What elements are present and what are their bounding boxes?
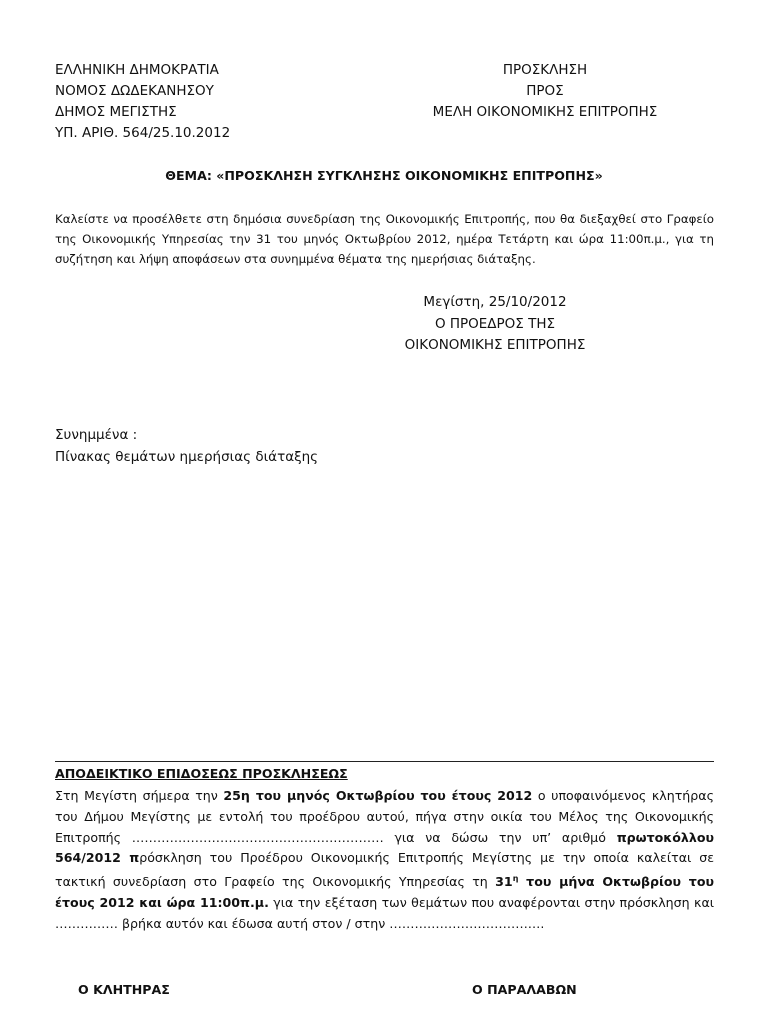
recipient-prefix: ΠΡΟΣ	[526, 83, 564, 99]
attachments-item: Πίνακας θεμάτων ημερήσιας διάταξης	[55, 449, 319, 465]
place-date: Μεγίστη, 25/10/2012	[423, 294, 567, 310]
receipt-text-3: ρόσκληση του Προέδρου Οικονομικής Επιτροπής Μεγίστης με την οποία καλείται σε τακτική συνεδρίαση στο Γραφείο της Οικονομικής Υπηρεσίας τη	[55, 850, 714, 890]
receipt-heading: ΑΠΟΔΕΙΚΤΙΚΟ ΕΠΙΔΟΣΕΩΣ ΠΡΟΣΚΛΗΣΕΩΣ	[55, 766, 348, 781]
receipt-protocol-bold: πρωτοκόλλου 564/2012 π	[55, 829, 714, 866]
receipt-text-2: ο υποφαινόμενος κλητήρας του Δήμου Μεγίστης με εντολή του προέδρου αυτού, πήγα στην οικία του Μέλος της Οικονομικής Επιτροπής …………………………………………………… για να δώσω την υπ’ αριθμό	[55, 788, 714, 845]
receipt-paragraph	[55, 786, 714, 935]
receipt-text-4: για την εξέταση των θεμάτων που αναφέρονται στην πρόσκληση και …………… βρήκα αυτόν και έδωσα αυτή στον / στην ……………………………….	[55, 895, 715, 931]
signatory-title-line2: ΟΙΚΟΝΟΜΙΚΗΣ ΕΠΙΤΡΟΠΗΣ	[404, 337, 586, 353]
attachments-label: Συνημμένα :	[55, 427, 138, 443]
subject-line: ΘΕΜΑ: «ΠΡΟΣΚΛΗΣΗ ΣΥΓΚΛΗΣΗΣ ΟΙΚΟΝΟΜΙΚΗΣ ΕΠΙΤΡΟΠΗΣ»	[165, 168, 603, 183]
invitation-paragraph: Καλείστε να προσέλθετε στη δημόσια συνεδρίαση της Οικονομικής Επιτροπής, που θα διεξαχθεί στο Γραφείο της Οικονομικής Υπηρεσίας την 31 του μηνός Οκτωβρίου 2012, ημέρα Τετάρτη και ώρα 11:00π.μ., για τη συζήτηση και λήψη αποφάσεων στα συνημμένα θέματα της ημερήσιας διάταξης.	[55, 212, 714, 266]
recipient-signature-label: Ο ΠΑΡΑΛΑΒΩΝ	[472, 982, 577, 997]
receipt-day-bold: 31	[495, 874, 513, 890]
issuer-prefecture: ΝΟΜΟΣ ΔΩΔΕΚΑΝΗΣΟΥ	[55, 83, 214, 99]
receipt-date-bold: 25η του μηνός Οκτωβρίου του έτους 2012	[223, 788, 533, 803]
section-divider	[55, 761, 714, 762]
protocol-number: ΥΠ. ΑΡΙΘ. 564/25.10.2012	[55, 125, 231, 141]
recipient-name: ΜΕΛΗ ΟΙΚΟΝΟΜΙΚΗΣ ΕΠΙΤΡΟΠΗΣ	[432, 104, 658, 120]
signatory-title-line1: Ο ΠΡΟΕΔΡΟΣ ΤΗΣ	[434, 315, 556, 332]
issuer-municipality: ΔΗΜΟΣ ΜΕΓΙΣΤΗΣ	[55, 104, 177, 120]
receipt-meeting-bold: του μήνα Οκτωβρίου του έτους 2012 και ώρα 11:00π.μ.	[55, 874, 715, 911]
issuer-country: ΕΛΛΗΝΙΚΗ ΔΗΜΟΚΡΑΤΙΑ	[55, 62, 219, 78]
receipt-day-suffix: η	[512, 874, 519, 884]
document-type: ΠΡΟΣΚΛΗΣΗ	[502, 62, 588, 78]
attachments-block	[55, 424, 318, 468]
receipt-text-1: Στη Μεγίστη σήμερα την	[55, 788, 224, 803]
recipient-block	[400, 60, 690, 123]
issuer-block	[55, 60, 230, 144]
signature-block	[370, 292, 620, 357]
bailiff-signature-label: Ο ΚΛΗΤΗΡΑΣ	[78, 982, 170, 997]
